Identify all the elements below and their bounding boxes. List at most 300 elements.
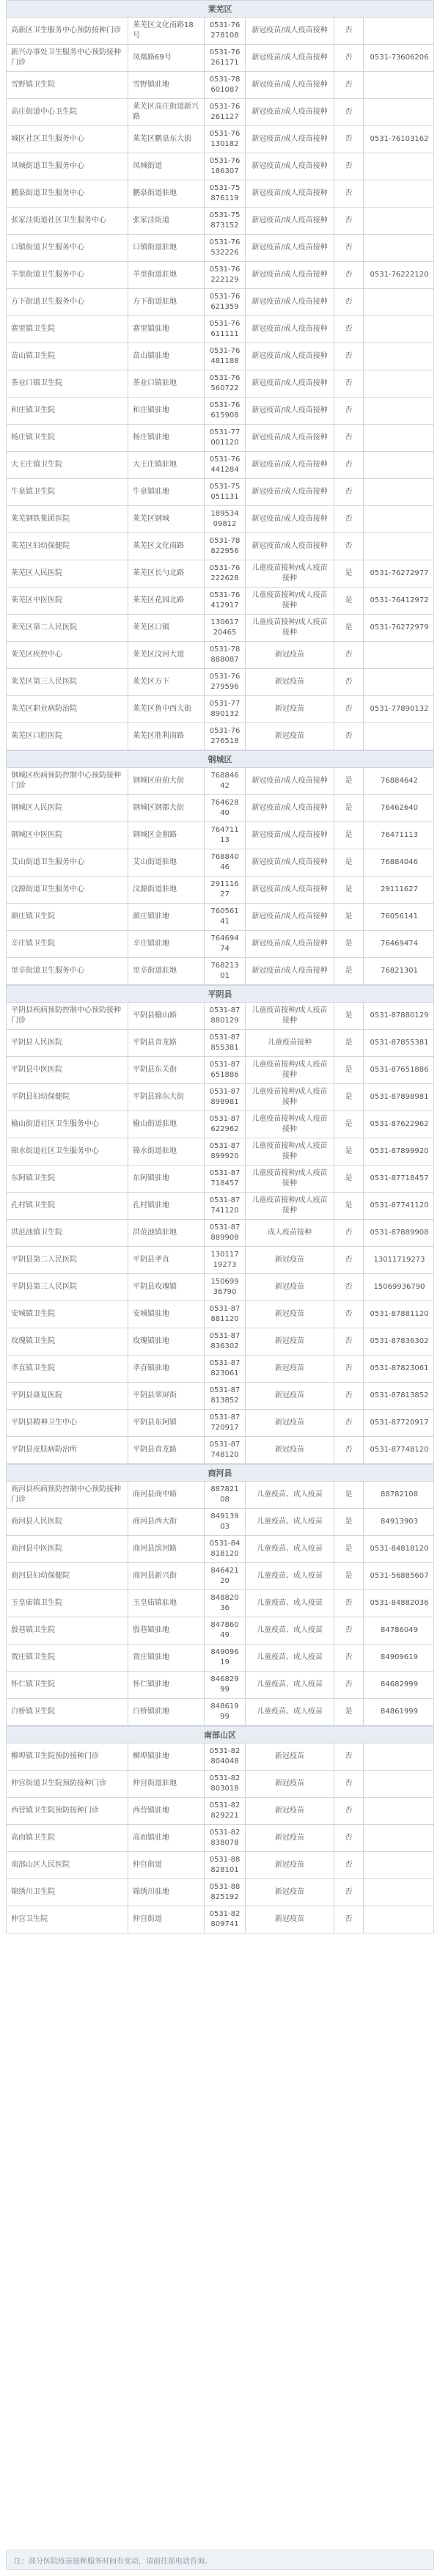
cell-name: 洪范池镇卫生院 xyxy=(7,1220,128,1246)
cell-service: 儿童疫苗接种/成人疫苗接种 xyxy=(246,1111,334,1138)
cell-phone: 76056141 xyxy=(205,904,246,930)
cell-address: 平阴县东关街 xyxy=(128,1057,205,1083)
cell-phone2 xyxy=(364,208,435,234)
cell-phone: 84642120 xyxy=(205,1563,246,1589)
cell-phone: 0531-78601087 xyxy=(205,72,246,98)
cell-phone: 0531-76532226 xyxy=(205,235,246,261)
cell-phone2 xyxy=(364,99,435,125)
cell-phone2 xyxy=(364,343,435,370)
cell-weekend: 否 xyxy=(334,153,364,180)
footnote xyxy=(6,2550,434,2570)
cell-name: 平阴县第三人民医院 xyxy=(7,1274,128,1300)
cell-service: 成人疫苗接种 xyxy=(246,1220,334,1246)
cell-address: 牛泉镇驻地 xyxy=(128,479,205,505)
cell-phone: 0531-82804048 xyxy=(205,1743,246,1770)
cell-phone: 0531-76222129 xyxy=(205,262,246,288)
cell-address: 商河县滨河路 xyxy=(128,1536,205,1562)
cell-phone: 84909619 xyxy=(205,1644,246,1671)
cell-name: 茶业口镇卫生院 xyxy=(7,370,128,397)
cell-weekend: 否 xyxy=(334,1274,364,1300)
cell-phone: 0531-76276518 xyxy=(205,723,246,750)
cell-address: 榆山街道驻地 xyxy=(128,1111,205,1138)
cell-weekend: 是 xyxy=(334,795,364,822)
table-row xyxy=(7,1247,433,1274)
cell-service: 新冠疫苗/成人疫苗接种 xyxy=(246,506,334,533)
cell-weekend: 否 xyxy=(334,1798,364,1824)
cell-phone: 0531-87898981 xyxy=(205,1084,246,1110)
cell-weekend: 否 xyxy=(334,1590,364,1617)
cell-service: 新冠疫苗 xyxy=(246,723,334,750)
cell-service: 新冠疫苗 xyxy=(246,1437,334,1463)
table-row xyxy=(7,1166,433,1193)
cell-service: 新冠疫苗/成人疫苗接种 xyxy=(246,153,334,180)
table-row xyxy=(7,425,433,452)
table-row xyxy=(7,180,433,208)
cell-phone: 15069936790 xyxy=(205,1274,246,1300)
cell-service: 新冠疫苗/成人疫苗接种 xyxy=(246,99,334,125)
cell-name: 城区社区卫生服务中心 xyxy=(7,126,128,153)
cell-address: 雪野镇驻地 xyxy=(128,72,205,98)
cell-weekend: 否 xyxy=(334,289,364,315)
table-row xyxy=(7,1672,433,1699)
cell-phone2: 29111627 xyxy=(381,885,418,893)
cell-address: 莱芜区胜利南路 xyxy=(128,723,205,750)
cell-address: 艾山街道驻地 xyxy=(128,849,205,876)
table-row xyxy=(7,1220,433,1247)
cell-weekend: 否 xyxy=(334,533,364,560)
table-row xyxy=(7,822,433,849)
cell-weekend: 否 xyxy=(334,1852,364,1878)
table-row xyxy=(7,126,433,153)
cell-weekend: 是 xyxy=(334,1482,364,1508)
cell-address: 安城镇驻地 xyxy=(128,1301,205,1328)
cell-phone2 xyxy=(364,1906,435,1933)
cell-phone: 0531-76615908 xyxy=(205,398,246,424)
cell-weekend: 否 xyxy=(334,208,364,234)
cell-address: 杨庄镇驻地 xyxy=(128,425,205,451)
cell-address: 莱芜区文化南路 xyxy=(128,533,205,560)
cell-address: 莱芜区钢城 xyxy=(128,506,205,533)
cell-phone: 0531-87741120 xyxy=(205,1193,246,1219)
cell-phone: 0531-87651886 xyxy=(205,1057,246,1083)
cell-address: 孔村镇驻地 xyxy=(128,1193,205,1219)
cell-phone2: 84913903 xyxy=(381,1518,418,1526)
cell-weekend: 否 xyxy=(334,452,364,478)
cell-phone2 xyxy=(364,425,435,451)
cell-address: 羊里街道驻地 xyxy=(128,262,205,288)
cell-weekend: 否 xyxy=(334,1825,364,1851)
table-row xyxy=(7,849,433,877)
cell-service: 新冠疫苗 xyxy=(246,1852,334,1878)
table-row xyxy=(7,1301,433,1328)
cell-phone2: 15069936790 xyxy=(373,1283,425,1291)
cell-service: 儿童疫苗接种/成人疫苗接种 xyxy=(246,560,334,587)
cell-weekend: 否 xyxy=(334,72,364,98)
cell-name: 苗山镇卫生院 xyxy=(7,343,128,370)
table-row xyxy=(7,1771,433,1798)
cell-name: 东阿镇卫生院 xyxy=(7,1166,128,1192)
cell-phone: 0531-87748120 xyxy=(205,1437,246,1463)
cell-service: 新冠疫苗/成人疫苗接种 xyxy=(246,370,334,397)
cell-phone2 xyxy=(364,180,435,207)
table-row xyxy=(7,1003,433,1030)
cell-phone2 xyxy=(364,18,435,44)
cell-phone2: 0531-87748120 xyxy=(370,1446,429,1454)
cell-phone2 xyxy=(364,72,435,98)
cell-service: 新冠疫苗/成人疫苗接种 xyxy=(246,452,334,478)
cell-weekend: 是 xyxy=(334,1003,364,1029)
cell-address: 商河县商中路 xyxy=(128,1482,205,1508)
cell-name: 仲宫卫生院 xyxy=(7,1906,128,1933)
cell-phone2: 84682999 xyxy=(381,1680,418,1688)
cell-weekend: 否 xyxy=(334,642,364,668)
cell-service: 新冠疫苗/成人疫苗接种 xyxy=(246,262,334,288)
cell-address: 汶源街道驻地 xyxy=(128,877,205,903)
cell-phone2: 0531-77890132 xyxy=(370,705,429,713)
table-row xyxy=(7,1879,433,1906)
cell-address: 柳埠镇驻地 xyxy=(128,1743,205,1770)
table-row xyxy=(7,1743,433,1771)
cell-name: 玫瑰镇卫生院 xyxy=(7,1328,128,1355)
cell-name: 高庄街道中心卫生院 xyxy=(7,99,128,125)
cell-phone2 xyxy=(364,669,435,695)
cell-phone2 xyxy=(364,316,435,343)
cell-name: 榆山街道社区卫生服务中心 xyxy=(7,1111,128,1138)
cell-phone: 0531-84818120 xyxy=(205,1536,246,1562)
cell-service: 儿童疫苗、成人疫苗 xyxy=(246,1644,334,1671)
cell-phone: 0531-76441284 xyxy=(205,452,246,478)
footnote-text: 注：部分医院疫苗接种服务时间有变动，请前往前电话咨询。 xyxy=(14,2557,212,2566)
table-row xyxy=(7,560,433,588)
section-header: 商河县 xyxy=(7,1464,433,1482)
cell-name: 高而镇卫生院 xyxy=(7,1825,128,1851)
cell-phone: 13061720465 xyxy=(205,615,246,641)
cell-weekend: 否 xyxy=(334,669,364,695)
cell-phone2: 0531-76222120 xyxy=(370,271,429,279)
table-row xyxy=(7,1437,433,1464)
cell-service: 新冠疫苗/成人疫苗接种 xyxy=(246,180,334,207)
cell-address: 莱芜区鲁中西大街 xyxy=(128,696,205,722)
cell-phone: 0531-76560722 xyxy=(205,370,246,397)
cell-weekend: 否 xyxy=(334,316,364,343)
cell-phone2 xyxy=(364,1743,435,1770)
cell-address: 钢城区府前大街 xyxy=(128,768,205,794)
cell-phone2: 0531-87823061 xyxy=(370,1364,429,1372)
cell-address: 张家洼街道 xyxy=(128,208,205,234)
cell-name: 钢城区疾病预防控制中心预防接种门诊 xyxy=(7,768,128,794)
cell-name: 莱芜区第三人民医院 xyxy=(7,669,128,695)
cell-address: 钢城区钢都大街 xyxy=(128,795,205,822)
cell-name: 商河县中医医院 xyxy=(7,1536,128,1562)
cell-service: 新冠疫苗 xyxy=(246,1743,334,1770)
table-row xyxy=(7,153,433,180)
cell-phone2: 0531-87880129 xyxy=(370,1011,429,1020)
cell-phone2 xyxy=(364,506,435,533)
cell-address: 平阴县锦东大街 xyxy=(128,1084,205,1110)
cell-phone: 0531-82809741 xyxy=(205,1906,246,1933)
cell-service: 新冠疫苗/成人疫苗接种 xyxy=(246,931,334,957)
cell-name: 钢城区中医医院 xyxy=(7,822,128,849)
cell-name: 安城镇卫生院 xyxy=(7,1301,128,1328)
cell-address: 莱芜区高庄街道新兴路 xyxy=(128,99,205,125)
cell-name: 玉皇庙镇卫生院 xyxy=(7,1590,128,1617)
cell-address: 凤城街道 xyxy=(128,153,205,180)
cell-service: 新冠疫苗 xyxy=(246,1328,334,1355)
cell-phone: 0531-87899920 xyxy=(205,1138,246,1165)
cell-address: 平阴县玫瑰镇 xyxy=(128,1274,205,1300)
cell-phone2 xyxy=(364,289,435,315)
cell-name: 白桥镇卫生院 xyxy=(7,1699,128,1725)
cell-service: 儿童疫苗接种/成人疫苗接种 xyxy=(246,615,334,641)
cell-phone: 0531-76261127 xyxy=(205,99,246,125)
cell-address: 西营镇驻地 xyxy=(128,1798,205,1824)
cell-name: 南部山区人民医院 xyxy=(7,1852,128,1878)
section-header: 钢城区 xyxy=(7,750,433,768)
table-row xyxy=(7,931,433,958)
cell-service: 新冠疫苗 xyxy=(246,1906,334,1933)
cell-phone: 0531-76186307 xyxy=(205,153,246,180)
cell-name: 平阴县第二人民医院 xyxy=(7,1247,128,1273)
cell-phone: 0531-75876119 xyxy=(205,180,246,207)
cell-phone2: 0531-87899920 xyxy=(370,1147,429,1155)
cell-name: 平阴县康复医院 xyxy=(7,1383,128,1409)
cell-name: 孔村镇卫生院 xyxy=(7,1193,128,1219)
table-row xyxy=(7,1906,433,1933)
cell-name: 殷巷镇卫生院 xyxy=(7,1617,128,1644)
cell-weekend: 是 xyxy=(334,1166,364,1192)
cell-name: 方下街道卫生服务中心 xyxy=(7,289,128,315)
table-row xyxy=(7,1355,433,1383)
cell-address: 莱芜区方下 xyxy=(128,669,205,695)
table-row xyxy=(7,1111,433,1138)
cell-name: 新兴办事处卫生服务中心预防接种门诊 xyxy=(7,45,128,71)
cell-phone: 0531-76279596 xyxy=(205,669,246,695)
table-row xyxy=(7,1699,433,1726)
cell-phone2 xyxy=(364,479,435,505)
cell-weekend: 否 xyxy=(334,1355,364,1382)
cell-service: 儿童疫苗、成人疫苗 xyxy=(246,1617,334,1644)
cell-address: 莱芜区口镇 xyxy=(128,615,205,641)
cell-address: 商河县西大街 xyxy=(128,1509,205,1535)
cell-phone2 xyxy=(364,235,435,261)
table-row xyxy=(7,316,433,343)
cell-name: 莱芜区人民医院 xyxy=(7,560,128,587)
cell-weekend: 是 xyxy=(334,1536,364,1562)
cell-address: 商河县新兴街 xyxy=(128,1563,205,1589)
cell-phone2: 0531-87881120 xyxy=(370,1310,429,1318)
cell-weekend: 是 xyxy=(334,615,364,641)
cell-address: 仲宫街道 xyxy=(128,1852,205,1878)
cell-weekend: 是 xyxy=(334,877,364,903)
cell-phone: 0531-77001120 xyxy=(205,425,246,451)
cell-service: 新冠疫苗 xyxy=(246,1383,334,1409)
cell-name: 颜庄镇卫生院 xyxy=(7,904,128,930)
cell-phone: 18953409812 xyxy=(205,506,246,533)
cell-name: 锦绣川卫生院 xyxy=(7,1879,128,1906)
cell-service: 新冠疫苗/成人疫苗接种 xyxy=(246,425,334,451)
cell-name: 口镇街道卫生服务中心 xyxy=(7,235,128,261)
cell-address: 平阴县青龙路 xyxy=(128,1030,205,1056)
cell-phone2 xyxy=(364,370,435,397)
table-row xyxy=(7,18,433,45)
cell-phone: 0531-82803018 xyxy=(205,1771,246,1797)
cell-phone2 xyxy=(364,1798,435,1824)
cell-weekend: 是 xyxy=(334,560,364,587)
cell-address: 莱芜区长勺北路 xyxy=(128,560,205,587)
cell-service: 新冠疫苗/成人疫苗接种 xyxy=(246,316,334,343)
cell-name: 羊里街道卫生服务中心 xyxy=(7,262,128,288)
cell-phone2: 0531-84882036 xyxy=(370,1599,429,1607)
cell-service: 儿童疫苗接种/成人疫苗接种 xyxy=(246,1138,334,1165)
cell-name: 莱芜区第二人民医院 xyxy=(7,615,128,641)
cell-address: 白桥镇驻地 xyxy=(128,1699,205,1725)
table-row xyxy=(7,768,433,795)
section-header: 平阴县 xyxy=(7,985,433,1003)
cell-phone2: 76821301 xyxy=(381,967,418,975)
cell-phone2: 0531-87741120 xyxy=(370,1201,429,1210)
cell-service: 新冠疫苗/成人疫苗接种 xyxy=(246,768,334,794)
table-row xyxy=(7,1617,433,1644)
cell-weekend: 否 xyxy=(334,1644,364,1671)
cell-phone2: 0531-87898981 xyxy=(370,1093,429,1101)
cell-weekend: 否 xyxy=(334,479,364,505)
cell-name: 辛庄镇卫生院 xyxy=(7,931,128,957)
cell-name: 锦水街道社区卫生服务中心 xyxy=(7,1138,128,1165)
cell-weekend: 否 xyxy=(334,126,364,153)
cell-address: 平阴县翠屏街 xyxy=(128,1383,205,1409)
cell-service: 新冠疫苗 xyxy=(246,1301,334,1328)
cell-phone2: 0531-76272979 xyxy=(370,623,429,632)
cell-weekend: 是 xyxy=(334,1111,364,1138)
table-row xyxy=(7,958,433,985)
cell-phone: 84913903 xyxy=(205,1509,246,1535)
cell-name: 商河县妇幼保健院 xyxy=(7,1563,128,1589)
cell-phone: 0531-87836302 xyxy=(205,1328,246,1355)
cell-phone2: 0531-87720917 xyxy=(370,1419,429,1427)
cell-name: 孝直镇卫生院 xyxy=(7,1355,128,1382)
table-row xyxy=(7,1410,433,1437)
clinic-table xyxy=(6,0,434,1933)
cell-phone: 0531-76621359 xyxy=(205,289,246,315)
cell-weekend: 否 xyxy=(334,506,364,533)
cell-name: 钢城区人民医院 xyxy=(7,795,128,822)
cell-service: 新冠疫苗 xyxy=(246,1247,334,1273)
cell-name: 张家洼街道社区卫生服务中心 xyxy=(7,208,128,234)
table-row xyxy=(7,1563,433,1590)
cell-service: 儿童疫苗接种/成人疫苗接种 xyxy=(246,1057,334,1083)
cell-service: 新冠疫苗/成人疫苗接种 xyxy=(246,126,334,153)
cell-service: 新冠疫苗/成人疫苗接种 xyxy=(246,343,334,370)
cell-phone: 0531-76481188 xyxy=(205,343,246,370)
table-row xyxy=(7,1644,433,1672)
cell-weekend: 否 xyxy=(334,1220,364,1246)
cell-name: 莱芜区中医医院 xyxy=(7,588,128,614)
cell-weekend: 是 xyxy=(334,1563,364,1589)
cell-phone2 xyxy=(364,398,435,424)
cell-name: 大王庄镇卫生院 xyxy=(7,452,128,478)
cell-service: 新冠疫苗/成人疫苗接种 xyxy=(246,795,334,822)
cell-phone2: 0531-76412972 xyxy=(370,596,429,604)
cell-weekend: 否 xyxy=(334,1437,364,1463)
table-row xyxy=(7,72,433,99)
cell-address: 平阴县东阿镇 xyxy=(128,1410,205,1436)
cell-service: 新冠疫苗/成人疫苗接种 xyxy=(246,289,334,315)
table-row xyxy=(7,1509,433,1536)
cell-name: 贾庄镇卫生院 xyxy=(7,1644,128,1671)
table-row xyxy=(7,479,433,506)
cell-address: 莱芜区花园北路 xyxy=(128,588,205,614)
cell-service: 新冠疫苗 xyxy=(246,1355,334,1382)
cell-service: 新冠疫苗 xyxy=(246,1274,334,1300)
table-row xyxy=(7,398,433,425)
cell-address: 莱芜区汶河大道 xyxy=(128,642,205,668)
cell-address: 玫瑰镇驻地 xyxy=(128,1328,205,1355)
table-row xyxy=(7,1482,433,1509)
cell-weekend: 否 xyxy=(334,1328,364,1355)
cell-weekend: 否 xyxy=(334,1410,364,1436)
cell-phone2: 0531-87855381 xyxy=(370,1039,429,1047)
cell-service: 新冠疫苗 xyxy=(246,1879,334,1906)
cell-address: 钢城区金鼎路 xyxy=(128,822,205,849)
table-row xyxy=(7,1590,433,1617)
cell-phone: 0531-87622962 xyxy=(205,1111,246,1138)
cell-phone2 xyxy=(364,153,435,180)
cell-address: 贾庄镇驻地 xyxy=(128,1644,205,1671)
cell-weekend: 否 xyxy=(334,425,364,451)
cell-phone2: 0531-87813852 xyxy=(370,1391,429,1399)
cell-name: 莱芜区疾控中心 xyxy=(7,642,128,668)
table-row xyxy=(7,235,433,262)
table-row xyxy=(7,1798,433,1825)
cell-service: 新冠疫苗/成人疫苗接种 xyxy=(246,849,334,876)
cell-phone2 xyxy=(364,1879,435,1906)
cell-service: 新冠疫苗 xyxy=(246,642,334,668)
cell-phone: 0531-75051131 xyxy=(205,479,246,505)
cell-phone2: 0531-76103162 xyxy=(370,135,429,143)
cell-address: 和庄镇驻地 xyxy=(128,398,205,424)
cell-phone: 76462840 xyxy=(205,795,246,822)
cell-name: 杨庄镇卫生院 xyxy=(7,425,128,451)
cell-name: 西营镇卫生院预防接种门诊 xyxy=(7,1798,128,1824)
cell-weekend: 否 xyxy=(334,1743,364,1770)
table-row xyxy=(7,343,433,370)
cell-name: 牛泉镇卫生院 xyxy=(7,479,128,505)
cell-name: 柳埠镇卫生院预防接种门诊 xyxy=(7,1743,128,1770)
cell-phone2 xyxy=(364,1825,435,1851)
cell-weekend: 否 xyxy=(334,99,364,125)
cell-service: 新冠疫苗/成人疫苗接种 xyxy=(246,72,334,98)
cell-name: 和庄镇卫生院 xyxy=(7,398,128,424)
cell-service: 儿童疫苗、成人疫苗 xyxy=(246,1699,334,1725)
table-row xyxy=(7,588,433,615)
cell-address: 辛庄镇驻地 xyxy=(128,931,205,957)
cell-phone: 13011719273 xyxy=(205,1247,246,1273)
cell-weekend: 是 xyxy=(334,1699,364,1725)
cell-address: 怀仁镇驻地 xyxy=(128,1672,205,1698)
cell-phone: 76471113 xyxy=(205,822,246,849)
cell-weekend: 否 xyxy=(334,398,364,424)
cell-name: 高新区卫生服务中心预防接种门诊 xyxy=(7,18,128,44)
table-row xyxy=(7,208,433,235)
cell-service: 新冠疫苗 xyxy=(246,1798,334,1824)
cell-service: 新冠疫苗/成人疫苗接种 xyxy=(246,18,334,44)
table-row xyxy=(7,642,433,669)
table-row xyxy=(7,1057,433,1084)
table-row xyxy=(7,877,433,904)
cell-weekend: 是 xyxy=(334,904,364,930)
cell-phone2 xyxy=(364,1771,435,1797)
cell-address: 莱芜区文化南路18号 xyxy=(128,18,205,44)
